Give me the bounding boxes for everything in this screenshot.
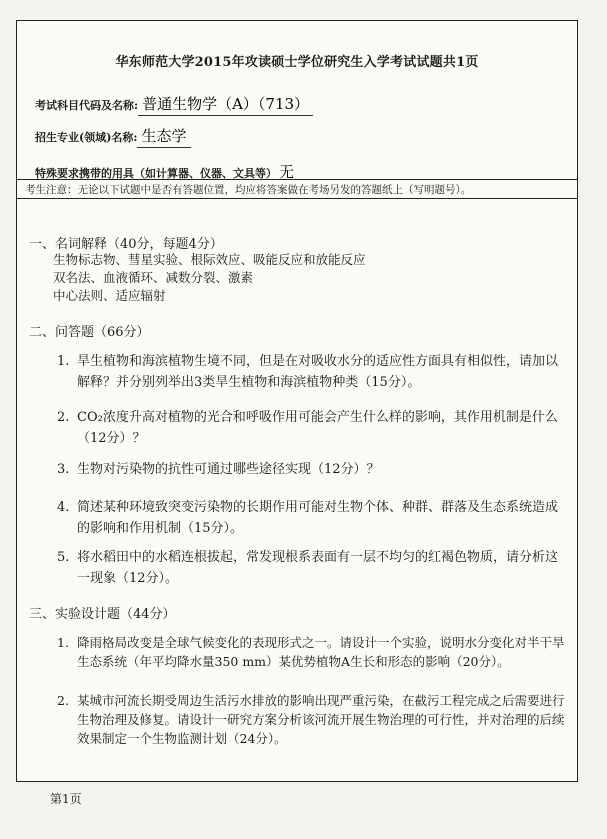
- exam-sheet: [16, 20, 578, 782]
- experiment-text: 某城市河流长期受周边生活污水排放的影响出现严重污染，在截污工程完成之后需要进行生物治理及修复。请设计一研究方案分析该河流开展生物治理的可行性，并对治理的后续效果制定一个生物监测计划（24分）。: [77, 693, 565, 746]
- subject-label: 考试科目代码及名称:: [35, 99, 139, 112]
- question-number: 3.: [57, 462, 70, 477]
- question-text: 旱生植物和海滨植物生境不同，但是在对吸收水分的适应性方面具有相似性，请加以解释？并分别列举出3类旱生植物和海滨植物种类（15分）。: [77, 354, 559, 390]
- question-item: [57, 497, 567, 539]
- question-number: 1.: [57, 354, 70, 369]
- question-item: [57, 351, 567, 393]
- experiment-number: 1.: [57, 635, 69, 650]
- question-number: 2.: [57, 410, 70, 425]
- question-text: 生物对污染物的抗性可通过哪些途径实现（12分）？: [77, 462, 380, 477]
- experiment-number: 2.: [57, 693, 69, 708]
- term-line: 双名法、血液循环、减数分裂、激素: [53, 270, 254, 285]
- experiment-item: [57, 633, 569, 671]
- question-number: 4.: [57, 500, 70, 515]
- experiment-text: 降雨格局改变是全球气候变化的表现形式之一。请设计一个实验，说明水分变化对半干旱生态系统（年平均降水量350 mm）某优势植物A生长和形态的影响（20分）。: [77, 635, 565, 669]
- major-field: [35, 125, 191, 148]
- exam-title: 华东师范大学2015年攻读硕士学位研究生入学考试试题共1页: [115, 55, 479, 70]
- term-line: 生物标志物、彗星实验、根际效应、吸能反应和放能反应: [53, 252, 366, 267]
- major-value: 生态学: [137, 125, 190, 148]
- question-text: 简述某种环境致突变污染物的长期作用可能对生物个体、种群、群落及生态系统造成的影响和作用机制（15分）。: [77, 500, 559, 536]
- question-text: 将水稻田中的水稻连根拔起，常发现根系表面有一层不均匀的红褐色物质，请分析这一现象（12分）。: [77, 550, 559, 586]
- tools-value: 无: [279, 163, 295, 181]
- question-item: [57, 407, 567, 449]
- section-3-heading: 三、实验设计题（44分）: [29, 607, 176, 622]
- question-item: [57, 459, 567, 480]
- section-2-heading: 二、问答题（66分）: [29, 325, 150, 340]
- tools-label: 特殊要求携带的用具（如计算器、仪器、文具等）: [35, 167, 277, 180]
- candidate-notice: 考生注意：无论以下试题中是否有答题位置，均应将答案做在考场另发的答题纸上（写明题号）。: [17, 179, 577, 199]
- subject-field: [35, 93, 313, 116]
- section-1-heading: 一、名词解释（40分，每题4分）: [29, 237, 223, 252]
- question-number: 5.: [57, 550, 70, 565]
- page-number: 第1页: [50, 792, 82, 806]
- question-item: [57, 547, 567, 589]
- major-label: 招生专业(领域)名称:: [35, 131, 138, 144]
- experiment-item: [57, 691, 569, 748]
- term-line: 中心法则、适应辐射: [53, 288, 166, 303]
- term-list: [53, 251, 366, 305]
- question-text: CO₂浓度升高对植物的光合和呼吸作用可能会产生什么样的影响，其作用机制是什么（12分）？: [77, 410, 558, 446]
- subject-value: 普通生物学（A）（713）: [138, 93, 313, 116]
